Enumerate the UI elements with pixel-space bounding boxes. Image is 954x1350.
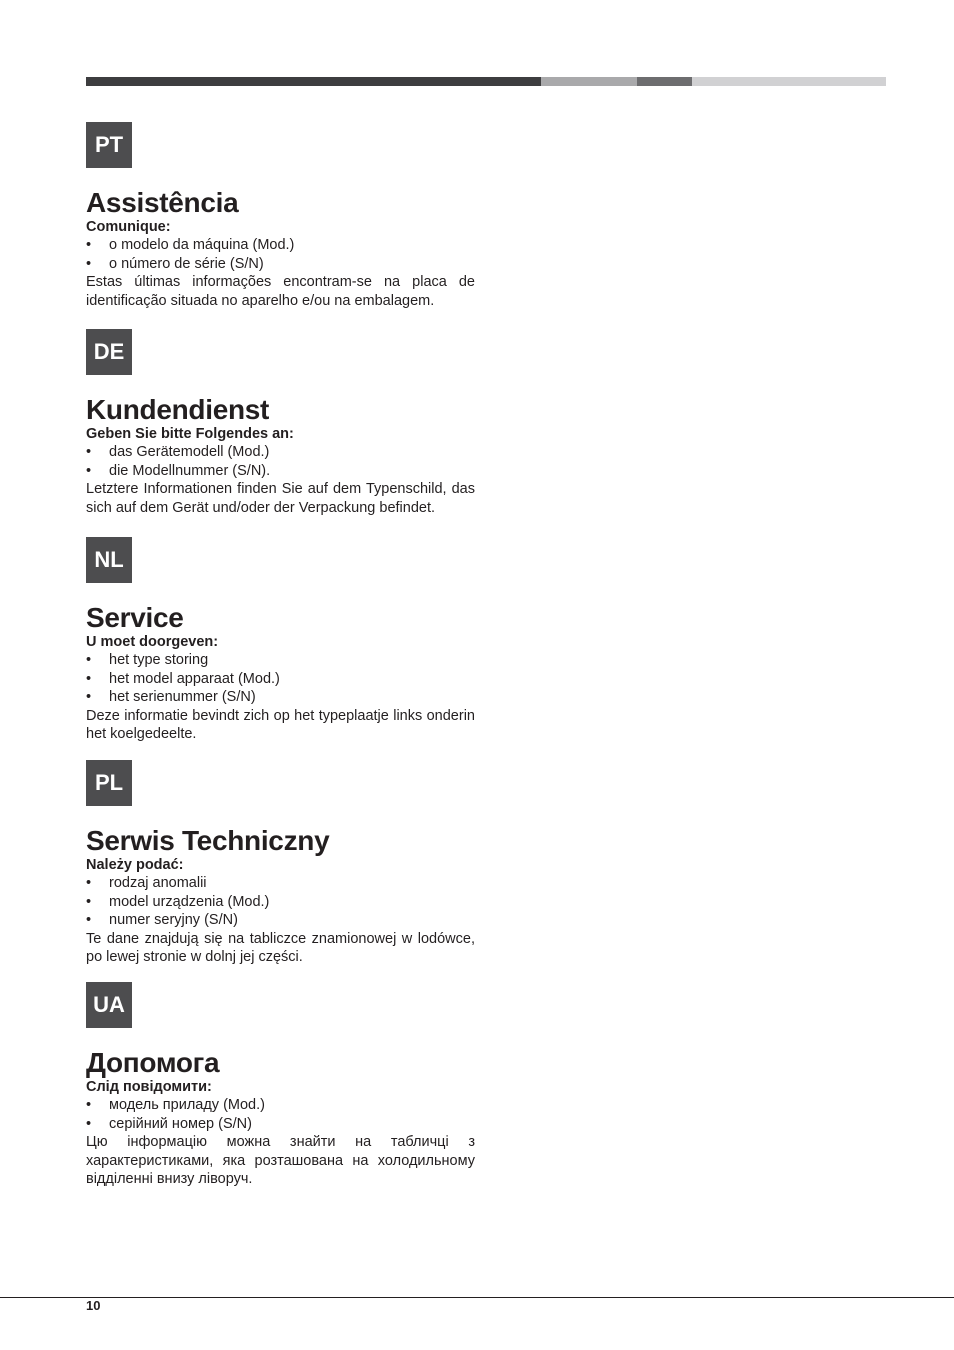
footer-rule <box>0 1297 954 1298</box>
section-de <box>86 329 475 517</box>
top-bar-segment-mid-gray <box>637 77 692 86</box>
section-lead: U moet doorgeven: <box>86 634 219 650</box>
top-color-bar <box>86 77 886 86</box>
section-pl <box>86 760 475 967</box>
info-list <box>86 443 475 480</box>
list-item: • модель приладу (Mod.) <box>86 1097 265 1113</box>
language-badge: UA <box>86 982 132 1028</box>
list-item: • rodzaj anomalii <box>86 875 207 891</box>
section-pt <box>86 122 475 310</box>
bullet-icon: • <box>86 652 92 668</box>
bullet-icon: • <box>86 670 92 687</box>
language-badge: PL <box>86 760 132 806</box>
language-badge: DE <box>86 329 132 375</box>
bullet-icon: • <box>86 1115 92 1132</box>
section-body: Te dane znajdują się na tabliczce znamionowej w lodówce, po lewej stronie w dolnj jej części. <box>86 930 475 965</box>
bullet-icon: • <box>86 689 92 705</box>
info-list <box>86 1096 475 1133</box>
list-item: • das Gerätemodell (Mod.) <box>86 444 270 460</box>
section-body: Estas últimas informações encontram-se na placa de identificação situada no aparelho e/ou na embalagem. <box>86 274 475 309</box>
list-item: • het model apparaat (Mod.) <box>86 670 280 687</box>
list-item: • het type storing <box>86 652 209 668</box>
list-item: • die Modellnummer (S/N). <box>86 462 271 479</box>
bullet-icon: • <box>86 912 92 928</box>
section-lead: Слід повідомити: <box>86 1079 212 1095</box>
section-lead: Comunique: <box>86 219 171 235</box>
top-bar-segment-dark <box>86 77 541 86</box>
language-badge: PT <box>86 122 132 168</box>
list-item: • model urządzenia (Mod.) <box>86 893 270 910</box>
section-title: Service <box>86 602 184 633</box>
bullet-icon: • <box>86 444 92 460</box>
section-ua <box>86 982 475 1189</box>
bullet-icon: • <box>86 462 92 479</box>
bullet-icon: • <box>86 237 92 253</box>
list-item: • серійний номер (S/N) <box>86 1115 252 1132</box>
section-title: Assistência <box>86 187 239 218</box>
top-bar-segment-light-gray <box>541 77 637 86</box>
section-lead: Geben Sie bitte Folgendes an: <box>86 426 294 442</box>
info-list <box>86 874 475 930</box>
info-list <box>86 236 475 273</box>
section-nl <box>86 537 475 744</box>
bullet-icon: • <box>86 1097 92 1113</box>
section-title: Serwis Techniczny <box>86 825 330 856</box>
section-lead: Należy podać: <box>86 857 184 873</box>
list-item: • het serienummer (S/N) <box>86 689 256 705</box>
list-item: • o número de série (S/N) <box>86 255 264 272</box>
info-list <box>86 651 475 707</box>
section-body: Deze informatie bevindt zich op het typeplaatje links onderin het koelgedeelte. <box>86 707 475 742</box>
section-body: Letztere Informationen finden Sie auf dem Typenschild, das sich auf dem Gerät und/oder der Verpackung befindet. <box>86 481 475 516</box>
bullet-icon: • <box>86 875 92 891</box>
list-item: • o modelo da máquina (Mod.) <box>86 237 295 253</box>
section-title: Допомога <box>86 1047 220 1078</box>
list-item: • numer seryjny (S/N) <box>86 912 238 928</box>
bullet-icon: • <box>86 893 92 910</box>
language-badge: NL <box>86 537 132 583</box>
page-number: 10 <box>86 1298 101 1313</box>
section-title: Kundendienst <box>86 394 270 425</box>
bullet-icon: • <box>86 255 92 272</box>
top-bar-segment-pale <box>692 77 886 86</box>
section-body: Цю інформацію можна знайти на табличці з характеристиками, яка розташована на холодильному відділенні внизу ліворуч. <box>86 1134 475 1187</box>
